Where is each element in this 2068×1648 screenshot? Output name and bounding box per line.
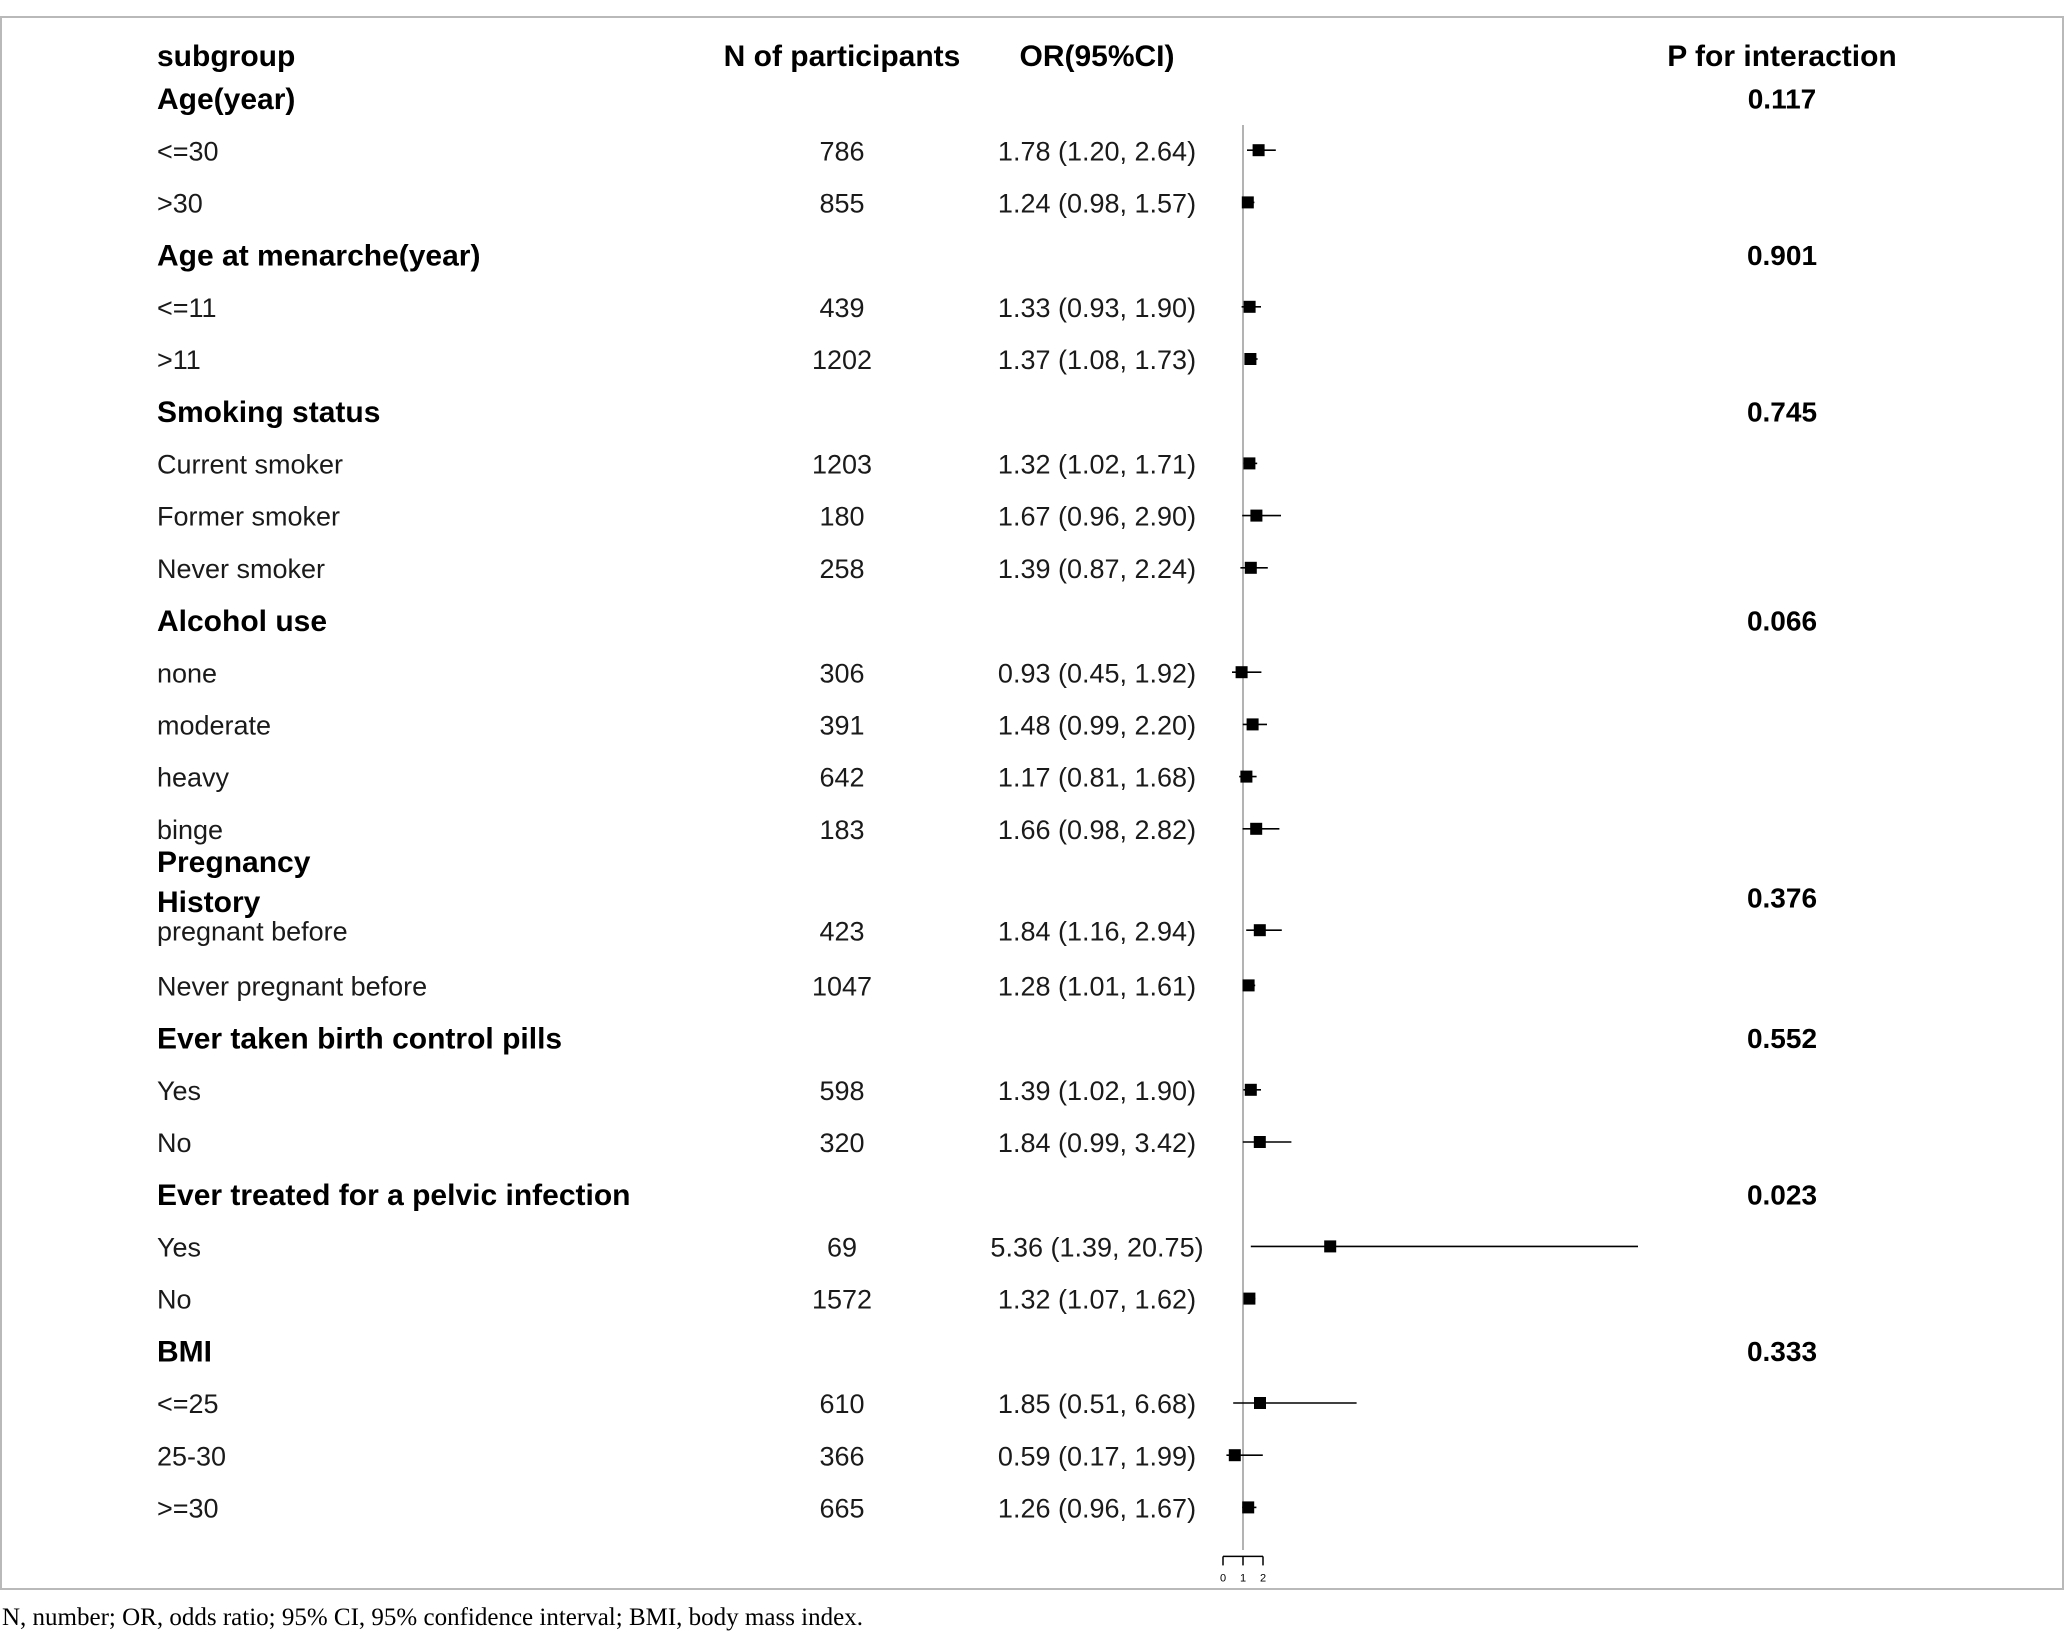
or-point-estimate <box>1236 666 1248 678</box>
x-tick-label: 2 <box>1259 1572 1267 1585</box>
p-interaction-value: 0.901 <box>1746 239 1818 271</box>
subgroup-label: <=25 <box>157 1389 219 1420</box>
n-participants-value: 306 <box>819 658 865 689</box>
n-participants-value: 665 <box>819 1493 865 1524</box>
p-interaction-value: 0.552 <box>1746 1022 1818 1054</box>
group-label: BMI <box>157 1335 212 1369</box>
p-interaction-value: 0.066 <box>1746 605 1818 637</box>
or-point-estimate <box>1244 301 1256 313</box>
subgroup-label: Never pregnant before <box>157 971 428 1002</box>
x-tick-label: 0 <box>1219 1572 1227 1585</box>
header-subgroup: subgroup <box>157 39 296 73</box>
subgroup-label: <=11 <box>157 292 217 323</box>
subgroup-label: >11 <box>157 345 201 376</box>
header-n-participants: N of participants <box>723 39 961 73</box>
subgroup-label: Yes <box>157 1232 202 1263</box>
or-point-estimate <box>1253 144 1265 156</box>
n-participants-value: 366 <box>819 1441 865 1472</box>
or-point-estimate <box>1245 562 1257 574</box>
p-interaction-value: 0.376 <box>1746 882 1818 914</box>
forest-plot-figure <box>0 16 2064 1590</box>
group-label: Age at menarche(year) <box>157 239 481 273</box>
or-point-estimate <box>1254 1397 1266 1409</box>
n-participants-value: 1572 <box>811 1284 873 1315</box>
subgroup-label: Never smoker <box>157 553 326 584</box>
or-point-estimate <box>1244 353 1256 365</box>
x-tick-label: 1 <box>1239 1572 1247 1585</box>
or-ci-value: 1.17 (0.81, 1.68) <box>997 762 1197 793</box>
subgroup-label: Current smoker <box>157 449 344 480</box>
n-participants-value: 258 <box>819 553 865 584</box>
figure-caption: N, number; OR, odds ratio; 95% CI, 95% confidence interval; BMI, body mass index. <box>2 1604 863 1631</box>
group-label: Alcohol use <box>157 604 328 638</box>
n-participants-value: 1047 <box>811 971 873 1002</box>
or-point-estimate <box>1229 1449 1241 1461</box>
or-ci-value: 1.67 (0.96, 2.90) <box>997 501 1197 532</box>
subgroup-label: heavy <box>157 762 230 793</box>
or-ci-value: 1.39 (1.02, 1.90) <box>997 1075 1197 1106</box>
or-point-estimate <box>1240 771 1252 783</box>
n-participants-value: 642 <box>819 762 865 793</box>
or-ci-value: 1.78 (1.20, 2.64) <box>997 136 1197 167</box>
header-p-interaction: P for interaction <box>1667 39 1897 73</box>
n-participants-value: 423 <box>819 916 865 947</box>
or-ci-value: 0.93 (0.45, 1.92) <box>997 658 1197 689</box>
n-participants-value: 786 <box>819 136 865 167</box>
or-point-estimate <box>1242 1501 1254 1513</box>
subgroup-label: 25-30 <box>157 1441 227 1472</box>
subgroup-label: <=30 <box>157 136 219 167</box>
p-interaction-value: 0.745 <box>1746 396 1818 428</box>
or-point-estimate <box>1243 457 1255 469</box>
p-interaction-value: 0.023 <box>1746 1179 1818 1211</box>
n-participants-value: 1203 <box>811 449 873 480</box>
n-participants-value: 183 <box>819 814 865 845</box>
or-ci-value: 1.66 (0.98, 2.82) <box>997 814 1197 845</box>
or-point-estimate <box>1250 823 1262 835</box>
or-ci-value: 1.32 (1.02, 1.71) <box>997 449 1197 480</box>
or-ci-value: 1.39 (0.87, 2.24) <box>997 553 1197 584</box>
group-label: Ever taken birth control pills <box>157 1022 563 1056</box>
n-participants-value: 180 <box>819 501 865 532</box>
or-ci-value: 0.59 (0.17, 1.99) <box>997 1441 1197 1472</box>
group-label: Age(year) <box>157 82 296 116</box>
or-ci-value: 1.48 (0.99, 2.20) <box>997 710 1197 741</box>
subgroup-label: >=30 <box>157 1493 219 1524</box>
or-ci-value: 1.26 (0.96, 1.67) <box>997 1493 1197 1524</box>
subgroup-label: >30 <box>157 188 203 219</box>
or-point-estimate <box>1250 510 1262 522</box>
or-point-estimate <box>1243 1293 1255 1305</box>
or-point-estimate <box>1243 979 1255 991</box>
subgroup-label: Former smoker <box>157 501 341 532</box>
p-interaction-value: 0.117 <box>1747 83 1817 115</box>
n-participants-value: 855 <box>819 188 865 219</box>
n-participants-value: 598 <box>819 1075 865 1106</box>
or-ci-value: 1.84 (0.99, 3.42) <box>997 1128 1197 1159</box>
or-ci-value: 1.33 (0.93, 1.90) <box>997 292 1197 323</box>
subgroup-label: binge <box>157 814 224 845</box>
or-point-estimate <box>1242 196 1254 208</box>
n-participants-value: 439 <box>819 292 865 323</box>
or-ci-value: 1.28 (1.01, 1.61) <box>997 971 1197 1002</box>
group-label: History <box>157 885 261 919</box>
or-point-estimate <box>1254 1136 1266 1148</box>
n-participants-value: 1202 <box>811 345 873 376</box>
or-ci-value: 1.84 (1.16, 2.94) <box>997 916 1197 947</box>
n-participants-value: 69 <box>826 1232 858 1263</box>
or-ci-value: 5.36 (1.39, 20.75) <box>990 1232 1204 1263</box>
n-participants-value: 610 <box>819 1389 865 1420</box>
or-point-estimate <box>1245 1084 1257 1096</box>
group-label: Smoking status <box>157 396 381 430</box>
subgroup-label: none <box>157 658 218 689</box>
subgroup-label: No <box>157 1284 192 1315</box>
p-interaction-value: 0.333 <box>1746 1336 1818 1368</box>
n-participants-value: 391 <box>819 710 865 741</box>
subgroup-label: pregnant before <box>157 916 348 947</box>
or-point-estimate <box>1254 924 1266 936</box>
subgroup-label: Yes <box>157 1075 202 1106</box>
subgroup-label: moderate <box>157 710 272 741</box>
subgroup-label: No <box>157 1128 192 1159</box>
or-ci-value: 1.85 (0.51, 6.68) <box>997 1389 1197 1420</box>
or-ci-value: 1.24 (0.98, 1.57) <box>997 188 1197 219</box>
or-ci-value: 1.37 (1.08, 1.73) <box>997 345 1197 376</box>
group-label: Ever treated for a pelvic infection <box>157 1179 631 1213</box>
or-point-estimate <box>1247 718 1259 730</box>
group-label: Pregnancy <box>157 845 311 879</box>
forest-plot <box>2 18 2062 1588</box>
n-participants-value: 320 <box>819 1128 865 1159</box>
header-or-ci: OR(95%CI) <box>1019 39 1175 73</box>
or-point-estimate <box>1324 1240 1336 1252</box>
or-ci-value: 1.32 (1.07, 1.62) <box>997 1284 1197 1315</box>
